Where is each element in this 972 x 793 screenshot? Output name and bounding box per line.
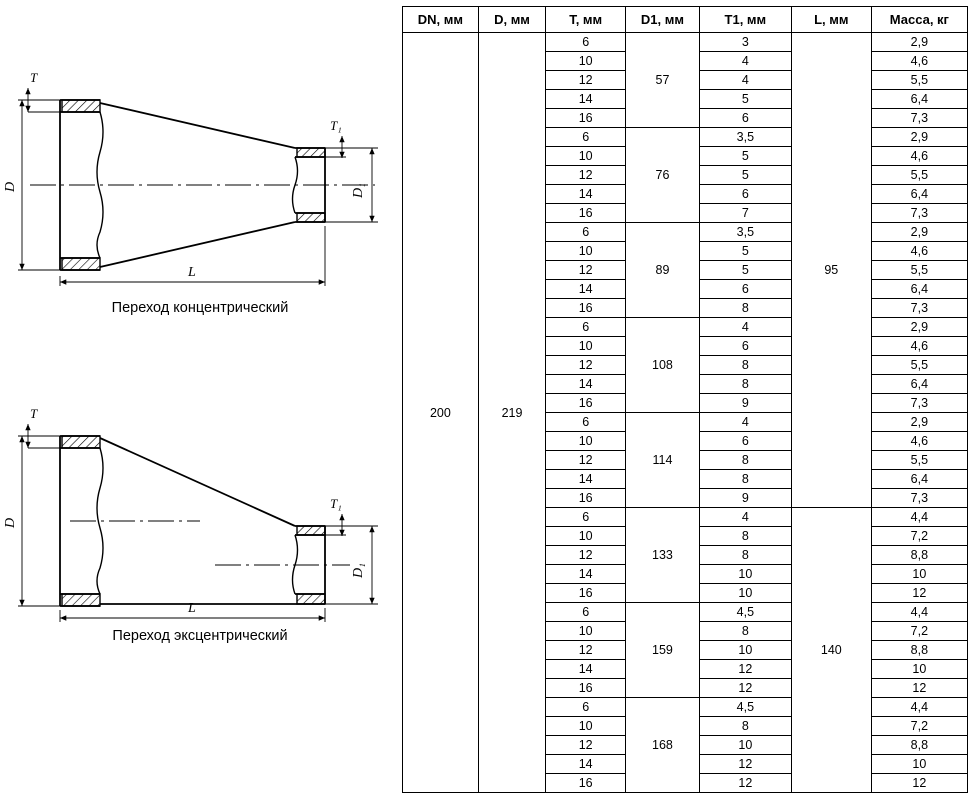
cell-mass: 7,3	[871, 394, 967, 413]
label-L: L	[188, 265, 196, 280]
table-row	[403, 33, 968, 52]
eccentric-reducer-caption: Переход эксцентрический	[112, 628, 288, 644]
cell-t: 6	[546, 603, 626, 622]
cell-t: 10	[546, 242, 626, 261]
cell-t1: 9	[699, 394, 791, 413]
cell-t1: 3,5	[699, 128, 791, 147]
cell-mass: 2,9	[871, 33, 967, 52]
cell-d1: 133	[626, 508, 700, 603]
cell-t1: 10	[699, 565, 791, 584]
cell-mass: 7,3	[871, 489, 967, 508]
cell-d1: 89	[626, 223, 700, 318]
cell-mass: 4,4	[871, 603, 967, 622]
cell-mass: 5,5	[871, 356, 967, 375]
cell-t1: 6	[699, 432, 791, 451]
cell-mass: 6,4	[871, 280, 967, 299]
cell-t1: 6	[699, 337, 791, 356]
concentric-reducer-caption: Переход концентрический	[111, 300, 289, 316]
label-T1: T₁	[330, 496, 342, 511]
header-t1: T1, мм	[699, 7, 791, 33]
cell-t1: 8	[699, 546, 791, 565]
cell-mass: 7,2	[871, 717, 967, 736]
label-T1: T₁	[330, 118, 342, 133]
cell-mass: 4,6	[871, 432, 967, 451]
cell-t: 16	[546, 204, 626, 223]
cell-mass: 8,8	[871, 546, 967, 565]
cell-mass: 5,5	[871, 261, 967, 280]
cell-mass: 2,9	[871, 413, 967, 432]
cell-t: 12	[546, 641, 626, 660]
cell-t: 10	[546, 527, 626, 546]
cell-t1: 5	[699, 147, 791, 166]
cell-t: 16	[546, 394, 626, 413]
cell-dn: 200	[403, 33, 479, 793]
cell-t: 10	[546, 147, 626, 166]
cell-t1: 5	[699, 166, 791, 185]
eccentric-reducer-svg	[0, 338, 400, 628]
cell-t: 6	[546, 33, 626, 52]
cell-t: 14	[546, 90, 626, 109]
cell-mass: 2,9	[871, 223, 967, 242]
label-D1: D₁	[351, 183, 366, 198]
label-T: T	[30, 406, 38, 421]
cell-t1: 8	[699, 717, 791, 736]
cell-t1: 10	[699, 584, 791, 603]
cell-d1: 159	[626, 603, 700, 698]
cell-t: 10	[546, 337, 626, 356]
cell-t1: 3,5	[699, 223, 791, 242]
cell-t: 14	[546, 755, 626, 774]
header-mass: Масса, кг	[871, 7, 967, 33]
cell-t: 16	[546, 109, 626, 128]
cell-t: 10	[546, 432, 626, 451]
cell-t1: 4	[699, 318, 791, 337]
cell-mass: 2,9	[871, 318, 967, 337]
cell-mass: 6,4	[871, 90, 967, 109]
cell-mass: 7,3	[871, 109, 967, 128]
cell-t: 12	[546, 451, 626, 470]
cell-d1: 114	[626, 413, 700, 508]
cell-t1: 8	[699, 470, 791, 489]
cell-t: 6	[546, 223, 626, 242]
cell-t: 14	[546, 185, 626, 204]
cell-t1: 4	[699, 71, 791, 90]
cell-d1: 168	[626, 698, 700, 793]
cell-t: 16	[546, 774, 626, 793]
cell-t1: 8	[699, 356, 791, 375]
cell-d1: 108	[626, 318, 700, 413]
cell-mass: 12	[871, 584, 967, 603]
cell-t1: 8	[699, 622, 791, 641]
cell-l: 140	[791, 508, 871, 793]
cell-mass: 7,2	[871, 527, 967, 546]
cell-t: 6	[546, 413, 626, 432]
cell-mass: 4,6	[871, 147, 967, 166]
cell-mass: 10	[871, 755, 967, 774]
cell-mass: 10	[871, 565, 967, 584]
cell-t1: 6	[699, 280, 791, 299]
cell-mass: 6,4	[871, 375, 967, 394]
cell-t: 10	[546, 622, 626, 641]
drawings-panel	[0, 0, 400, 733]
cell-t1: 10	[699, 641, 791, 660]
cell-t: 12	[546, 261, 626, 280]
cell-t1: 8	[699, 375, 791, 394]
label-D: D	[3, 517, 18, 528]
cell-t1: 12	[699, 660, 791, 679]
cell-t1: 6	[699, 185, 791, 204]
cell-t: 14	[546, 660, 626, 679]
cell-mass: 12	[871, 679, 967, 698]
cell-mass: 10	[871, 660, 967, 679]
cell-d1: 57	[626, 33, 700, 128]
cell-t: 12	[546, 546, 626, 565]
specification-table-wrap	[402, 6, 968, 793]
cell-t: 16	[546, 489, 626, 508]
eccentric-reducer-drawing	[0, 338, 400, 644]
header-l: L, мм	[791, 7, 871, 33]
cell-t1: 12	[699, 679, 791, 698]
label-L: L	[188, 601, 196, 616]
cell-t: 16	[546, 679, 626, 698]
cell-mass: 8,8	[871, 736, 967, 755]
concentric-reducer-svg	[0, 0, 400, 300]
cell-t1: 5	[699, 261, 791, 280]
cell-t: 12	[546, 736, 626, 755]
cell-mass: 5,5	[871, 166, 967, 185]
cell-t1: 4	[699, 508, 791, 527]
label-D: D	[3, 181, 18, 192]
cell-t1: 5	[699, 242, 791, 261]
cell-t1: 4	[699, 52, 791, 71]
cell-t1: 4,5	[699, 698, 791, 717]
cell-mass: 6,4	[871, 470, 967, 489]
cell-t1: 8	[699, 527, 791, 546]
concentric-reducer-drawing	[0, 0, 400, 316]
cell-t: 6	[546, 128, 626, 147]
cell-t: 12	[546, 71, 626, 90]
cell-t: 6	[546, 508, 626, 527]
specification-table	[402, 6, 968, 793]
cell-t: 10	[546, 717, 626, 736]
cell-t: 16	[546, 299, 626, 318]
cell-t1: 5	[699, 90, 791, 109]
label-D1: D₁	[351, 563, 366, 578]
label-T: T	[30, 70, 38, 85]
cell-t: 14	[546, 375, 626, 394]
cell-t: 14	[546, 280, 626, 299]
cell-mass: 8,8	[871, 641, 967, 660]
cell-mass: 5,5	[871, 451, 967, 470]
cell-t: 6	[546, 318, 626, 337]
cell-t1: 10	[699, 736, 791, 755]
cell-t: 14	[546, 470, 626, 489]
cell-mass: 12	[871, 774, 967, 793]
cell-mass: 4,6	[871, 52, 967, 71]
cell-mass: 7,2	[871, 622, 967, 641]
cell-t1: 12	[699, 755, 791, 774]
cell-t: 6	[546, 698, 626, 717]
cell-t: 16	[546, 584, 626, 603]
header-d: D, мм	[478, 7, 546, 33]
cell-mass: 7,3	[871, 299, 967, 318]
cell-mass: 2,9	[871, 128, 967, 147]
cell-mass: 7,3	[871, 204, 967, 223]
table-body	[403, 33, 968, 793]
cell-t1: 4,5	[699, 603, 791, 622]
cell-mass: 6,4	[871, 185, 967, 204]
cell-d: 219	[478, 33, 546, 793]
cell-t1: 3	[699, 33, 791, 52]
cell-t1: 8	[699, 451, 791, 470]
cell-t1: 9	[699, 489, 791, 508]
cell-t1: 12	[699, 774, 791, 793]
cell-t1: 4	[699, 413, 791, 432]
cell-t1: 7	[699, 204, 791, 223]
cell-mass: 5,5	[871, 71, 967, 90]
cell-t: 12	[546, 166, 626, 185]
header-dn: DN, мм	[403, 7, 479, 33]
cell-mass: 4,6	[871, 242, 967, 261]
cell-mass: 4,4	[871, 508, 967, 527]
cell-l: 95	[791, 33, 871, 508]
cell-d1: 76	[626, 128, 700, 223]
table-header-row	[403, 7, 968, 33]
cell-mass: 4,6	[871, 337, 967, 356]
cell-t: 12	[546, 356, 626, 375]
cell-t: 14	[546, 565, 626, 584]
cell-mass: 4,4	[871, 698, 967, 717]
cell-t: 10	[546, 52, 626, 71]
header-t: T, мм	[546, 7, 626, 33]
header-d1: D1, мм	[626, 7, 700, 33]
cell-t1: 8	[699, 299, 791, 318]
cell-t1: 6	[699, 109, 791, 128]
